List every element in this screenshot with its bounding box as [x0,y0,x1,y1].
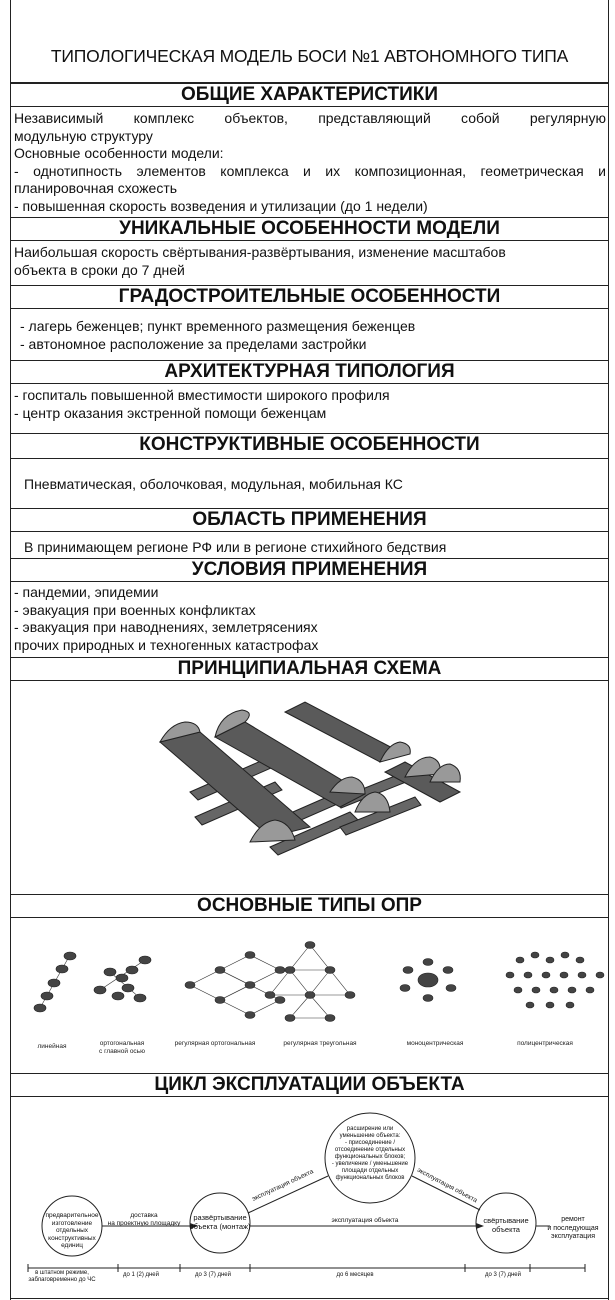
constr-heading: КОНСТРУКТИВНЫЕ ОСОБЕННОСТИ [10,433,609,459]
cycle-diag-up-label: эксплуатация объекта [251,1168,315,1203]
unique-line: объекта в сроки до 7 дней [14,261,185,278]
opr-regular-orthogonal-nodes [185,952,285,1019]
conditions-line: прочих природных и техногенных катастрофах [14,636,319,653]
cycle-circle-4-label: свёртывание объекта [483,1216,529,1234]
arch-heading: АРХИТЕКТУРНАЯ ТИПОЛОГИЯ [10,360,609,384]
urban-line: - лагерь беженцев; пункт временного размещения беженцев [20,318,416,334]
general-line: - повышенная скорость возведения и утилизации (до 1 недели) [14,197,428,214]
conditions-heading: УСЛОВИЯ ПРИМЕНЕНИЯ [10,558,609,582]
unique-line: Наибольшая скорость свёртывания-развёртывания, изменение масштабов [14,244,506,260]
constr-line: Пневматическая, оболочковая, модульная, мобильная КС [24,476,403,492]
conditions-line: - эвакуация при наводнениях, землетрясениях [14,619,318,635]
opr-heading: ОСНОВНЫЕ ТИПЫ ОПР [10,894,609,918]
conditions-line: - пандемии, эпидемии [14,584,159,600]
opr-caption: ортогональная с главной осью [99,1040,145,1055]
area-text [24,539,604,557]
opr-regular-orthogonal [190,955,280,1015]
general-text [14,110,606,215]
general-line: планировочная схожесть [14,180,178,196]
urban-text [20,318,600,353]
timeline-label: до 1 (2) дней [122,1272,159,1278]
cycle-circle-2-label: развёртывание объекта (монтаж) [189,1213,251,1231]
cycle-diagram [10,1098,609,1298]
page-title: ТИПОЛОГИЧЕСКАЯ МОДЕЛЬ БОСИ №1 АВТОНОМНОГО ТИПА [10,30,609,83]
cycle-arrow1-label: доставка на проектную площадку [107,1212,181,1227]
conditions-text [14,584,594,654]
opr-caption: моноцентрическая [406,1040,464,1047]
arch-line: - центр оказания экстренной помощи беженцам [14,404,327,421]
urban-heading: ГРАДОСТРОИТЕЛЬНЫЕ ОСОБЕННОСТИ [10,285,609,309]
cycle-circle-3-label: расширение или уменьшение объекта: - присоединение / отсоединение отдельных функциональных блоков; - увеличение / уменьшение площади отдельных функциональных блоков [331,1126,409,1181]
opr-triangular-nodes [265,942,355,1022]
area-heading: ОБЛАСТЬ ПРИМЕНЕНИЯ [10,508,609,532]
arch-text [14,387,594,422]
opr-monocentric [400,959,456,1002]
opr-caption: полицентрическая [517,1040,573,1047]
urban-line: - автономное расположение за пределами застройки [20,335,367,352]
general-line: - однотипность элементов комплекса и их композиционная, геометрическая и [14,162,606,179]
timeline-label: до 6 месяцев [336,1272,374,1278]
cycle-mid-label: эксплуатация объекта [331,1217,399,1224]
opr-caption: линейная [37,1043,67,1050]
timeline-label: до 3 (7) дней [484,1272,521,1278]
conditions-line: - эвакуация при военных конфликтах [14,601,256,618]
scheme-heading: ПРИНЦИПИАЛЬНАЯ СХЕМА [10,657,609,681]
opr-polycentric [506,952,604,1008]
timeline-label: до 3 (7) дней [194,1272,231,1278]
scheme-illustration [10,682,609,892]
bottom-rule [10,1298,609,1299]
opr-triangular [270,945,350,1018]
opr-orthogonal [94,956,151,1002]
opr-caption: регулярная треугольная [283,1040,357,1047]
vault-topright [285,702,400,762]
general-heading: ОБЩИЕ ХАРАКТЕРИСТИКИ [10,83,609,107]
general-line: модульную структуру [14,127,153,144]
general-line: Независимый комплекс объектов, представляющий собой регулярную [14,110,606,126]
timeline-label: в штатном режиме, заблаговременно до ЧС [28,1270,96,1283]
opr-caption: регулярная ортогональная [174,1040,256,1047]
unique-text [14,244,606,279]
arch-line: - госпиталь повышенной вместимости широкого профиля [14,387,390,403]
area-line: В принимающем регионе РФ или в регионе стихийного бедствия [24,539,447,555]
cycle-diag-down-label: эксплуатация объекта [415,1166,479,1205]
constr-text [24,476,604,494]
cycle-circle-1-label: предварительное изготовление отдельных конструктивных единиц [45,1212,99,1249]
unique-heading: УНИКАЛЬНЫЕ ОСОБЕННОСТИ МОДЕЛИ [10,217,609,241]
cycle-heading: ЦИКЛ ЭКСПЛУАТАЦИИ ОБЪЕКТА [10,1073,609,1097]
cycle-after-label: ремонт и последующая эксплуатация [547,1216,599,1240]
opr-linear [34,952,76,1012]
opr-diagrams [10,930,609,1040]
general-line: Основные особенности модели: [14,145,224,161]
